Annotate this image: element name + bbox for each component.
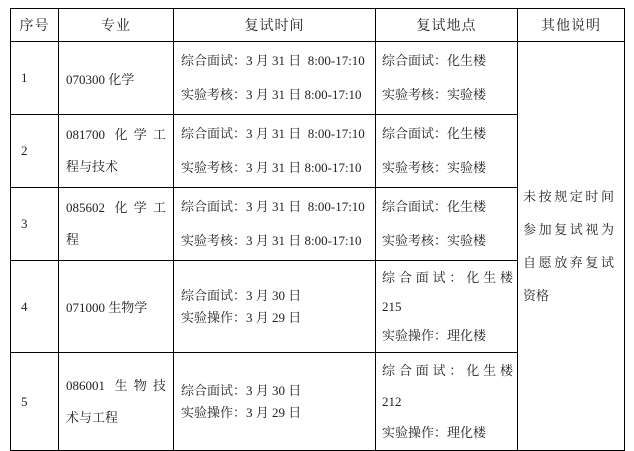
location-line: 综合面试：化生楼 bbox=[382, 363, 513, 378]
time-line: 综合面试：3 月 30 日 bbox=[181, 382, 302, 398]
major-line: 081700 化学工 bbox=[66, 127, 166, 142]
location-cell bbox=[376, 115, 518, 188]
time-cell bbox=[174, 115, 376, 188]
seq-cell: 3 bbox=[11, 188, 59, 261]
location-line: 综合面试：化生楼 bbox=[382, 199, 487, 214]
location-line: 综合面试：化生楼 bbox=[382, 126, 487, 141]
location-line: 综合面试：化生楼 bbox=[382, 53, 487, 68]
location-line: 215 bbox=[382, 299, 402, 314]
reexam-schedule-table bbox=[10, 8, 625, 451]
col-header-time: 复试时间 bbox=[174, 9, 376, 42]
major-line: 术与工程 bbox=[66, 409, 119, 425]
time-line: 综合面试：3 月 31 日 8:00-17:10 bbox=[181, 126, 365, 141]
location-line: 实验考核：实验楼 bbox=[382, 160, 487, 175]
major-cell bbox=[59, 115, 174, 188]
other-note-line: 自愿放弃复试 bbox=[523, 255, 614, 270]
major-cell bbox=[59, 42, 174, 115]
time-line: 实验操作：3 月 29 日 bbox=[181, 309, 302, 325]
time-line: 综合面试：3 月 31 日 8:00-17:10 bbox=[181, 199, 365, 214]
major-line: 086001 生物技 bbox=[66, 377, 166, 393]
time-cell bbox=[174, 188, 376, 261]
major-cell bbox=[59, 261, 174, 353]
time-cell bbox=[174, 261, 376, 353]
major-line: 程与技术 bbox=[66, 159, 119, 174]
time-line: 实验考核：3 月 31 日 8:00-17:10 bbox=[181, 160, 362, 175]
location-line: 综合面试：化生楼 bbox=[382, 270, 513, 285]
location-line: 212 bbox=[382, 394, 402, 409]
major-line: 070300 化学 bbox=[66, 71, 135, 87]
location-cell bbox=[376, 353, 518, 451]
time-line: 实验操作：3 月 29 日 bbox=[181, 404, 302, 420]
other-note-line: 资格 bbox=[523, 288, 550, 303]
seq-cell: 5 bbox=[11, 353, 59, 451]
header-row bbox=[11, 9, 625, 42]
time-line: 实验考核：3 月 31 日 8:00-17:10 bbox=[181, 87, 362, 102]
col-header-location: 复试地点 bbox=[376, 9, 518, 42]
location-line: 实验考核：实验楼 bbox=[382, 87, 487, 102]
major-cell bbox=[59, 353, 174, 451]
major-line: 085602 化学工 bbox=[66, 200, 166, 215]
major-cell bbox=[59, 188, 174, 261]
location-cell bbox=[376, 261, 518, 353]
col-header-seq: 序号 bbox=[11, 9, 59, 42]
time-line: 综合面试：3 月 31 日 8:00-17:10 bbox=[181, 53, 365, 68]
time-cell bbox=[174, 353, 376, 451]
location-line: 实验考核：实验楼 bbox=[382, 233, 487, 248]
location-line: 实验操作：理化楼 bbox=[382, 425, 487, 440]
col-header-note: 其他说明 bbox=[518, 9, 625, 42]
location-cell bbox=[376, 188, 518, 261]
seq-cell: 1 bbox=[11, 42, 59, 115]
location-line: 实验操作：理化楼 bbox=[382, 328, 487, 343]
reexam-schedule-table-wrap bbox=[10, 8, 625, 451]
major-line: 071000 生物学 bbox=[66, 300, 148, 315]
col-header-major: 专业 bbox=[59, 9, 174, 42]
time-line: 综合面试：3 月 30 日 bbox=[181, 287, 302, 303]
other-note-line: 未按规定时间 bbox=[523, 189, 614, 204]
seq-cell: 4 bbox=[11, 261, 59, 353]
location-cell bbox=[376, 42, 518, 115]
other-note-cell bbox=[518, 42, 625, 451]
time-line: 实验考核：3 月 31 日 8:00-17:10 bbox=[181, 233, 362, 248]
time-cell bbox=[174, 42, 376, 115]
seq-cell: 2 bbox=[11, 115, 59, 188]
major-line: 程 bbox=[66, 232, 80, 247]
table-row bbox=[11, 42, 625, 115]
other-note-line: 参加复试视为 bbox=[523, 222, 614, 237]
